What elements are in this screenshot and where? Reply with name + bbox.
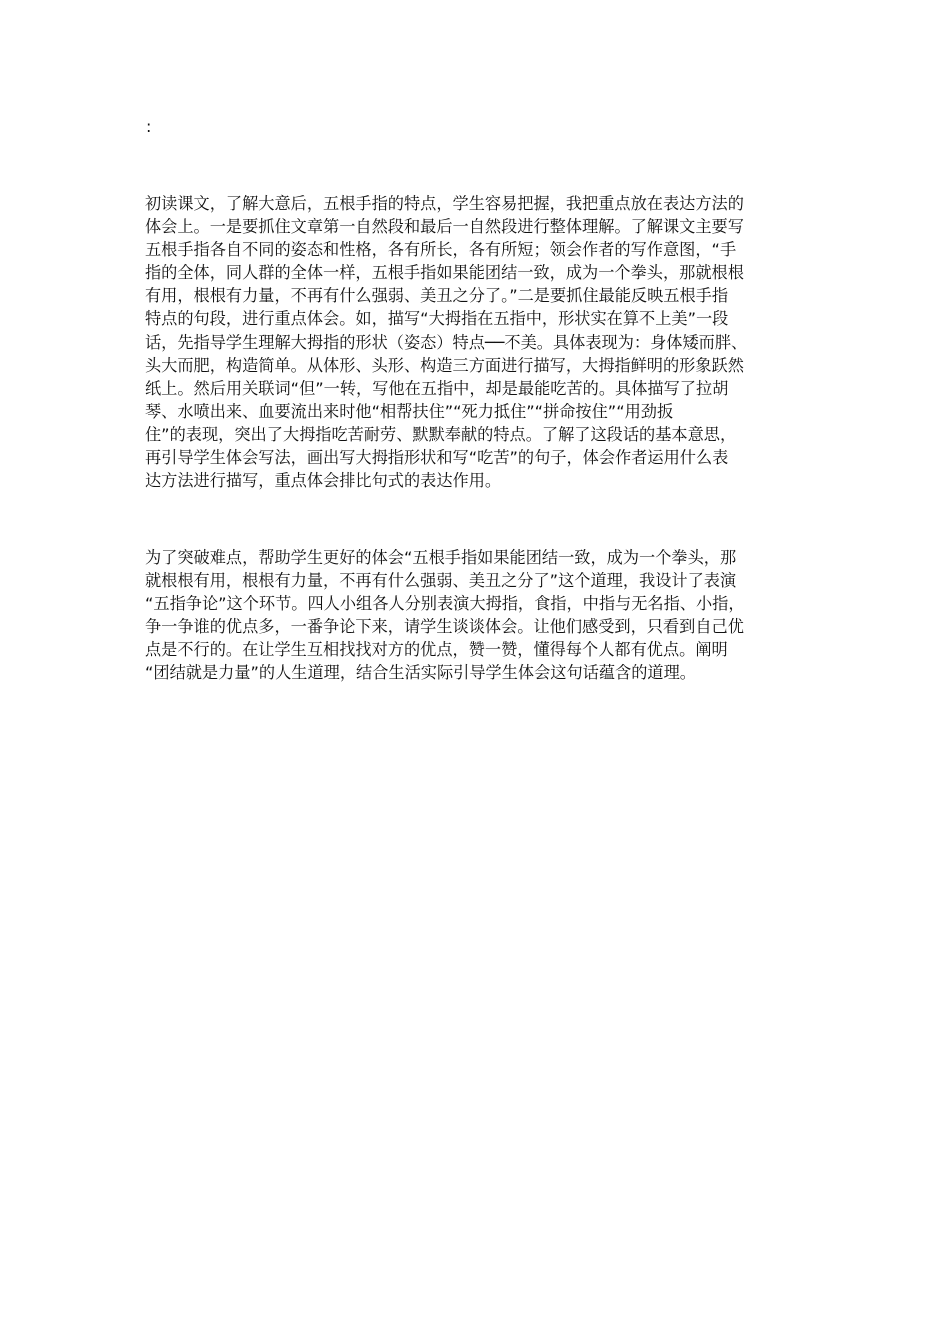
text-line: 点是不行的。在让学生互相找找对方的优点，赞一赞，懂得每个人都有优点。阐明 [145, 640, 728, 660]
text-line: 琴、水喷出来、血要流出来时他“相帮扶住”“死力抵住”“拼命按住”“用劲扳 [145, 401, 674, 421]
text-line: “五指争论”这个环节。四人小组各人分别表演大拇指，食指，中指与无名指、小指， [145, 594, 745, 614]
text-line: 体会上。一是要抓住文章第一自然段和最后一自然段进行整体理解。了解课文主要写 [145, 217, 744, 237]
text-line: 指的全体，同人群的全体一样，五根手指如果能团结一致，成为一个拳头，那就根根 [145, 263, 744, 283]
text-line: 就根根有用，根根有力量，不再有什么强弱、美丑之分了”这个道理，我设计了表演 [145, 571, 737, 591]
leading-colon: : [146, 117, 152, 136]
text-line: 有用，根根有力量，不再有什么强弱、美丑之分了。”二是要抓住最能反映五根手指 [145, 286, 729, 306]
text-line: 特点的句段，进行重点体会。如，描写“大拇指在五指中，形状实在算不上美”一段 [145, 309, 729, 329]
text-line: 再引导学生体会写法，画出写大拇指形状和写“吃苦”的句子，体会作者运用什么表 [145, 448, 729, 468]
text-line: 达方法进行描写，重点体会排比句式的表达作用。 [145, 471, 502, 491]
text-line: 头大而肥，构造简单。从体形、头形、构造三方面进行描写，大拇指鲜明的形象跃然 [145, 355, 744, 375]
paragraph-teaching-focus [145, 192, 807, 492]
text-line: 五根手指各自不同的姿态和性格，各有所长，各有所短；领会作者的写作意图，“手 [145, 240, 737, 260]
text-line: 为了突破难点，帮助学生更好的体会“五根手指如果能团结一致，成为一个拳头，那 [145, 548, 737, 567]
text-line: “团结就是力量”的人生道理，结合生活实际引导学生体会这句话蕴含的道理。 [145, 663, 696, 683]
paragraph-difficulty [145, 546, 807, 685]
text-line: 争一争谁的优点多，一番争论下来，请学生谈谈体会。让他们感受到，只看到自己优 [145, 617, 744, 637]
text-line: 住”的表现，突出了大拇指吃苦耐劳、默默奉献的特点。了解了这段话的基本意思， [145, 424, 737, 444]
text-line: 话，先指导学生理解大拇指的形状（姿态）特点──不美。具体表现为：身体矮而胖、 [145, 332, 748, 352]
text-line: 纸上。然后用关联词“但”一转，写他在五指中，却是最能吃苦的。具体描写了拉胡 [145, 378, 729, 398]
text-line: 初读课文，了解大意后，五根手指的特点，学生容易把握，我把重点放在表达方法的 [145, 194, 744, 213]
